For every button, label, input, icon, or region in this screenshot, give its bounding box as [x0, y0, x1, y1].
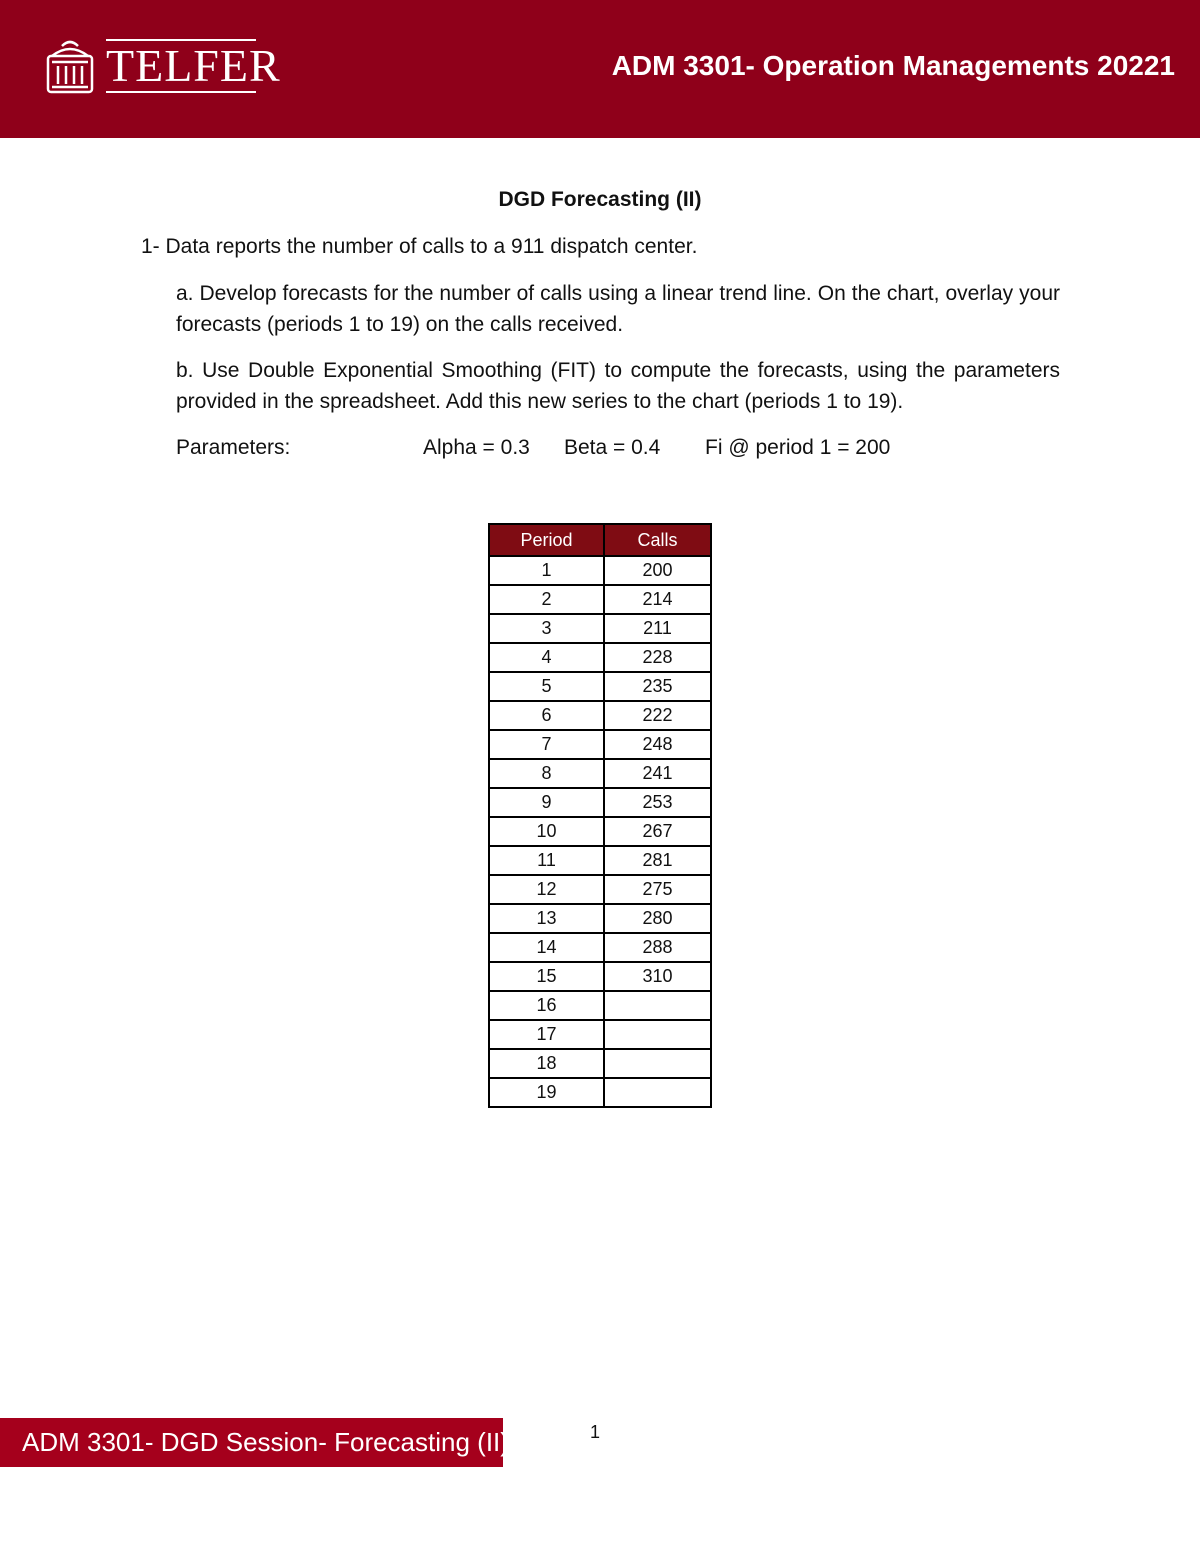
- calls-cell: 280: [604, 904, 711, 933]
- period-cell: 14: [489, 933, 604, 962]
- university-building-icon: [44, 36, 96, 96]
- calls-cell: [604, 1078, 711, 1107]
- period-cell: 13: [489, 904, 604, 933]
- calls-cell: 241: [604, 759, 711, 788]
- table-row: [489, 788, 711, 817]
- period-cell: 1: [489, 556, 604, 585]
- footer-session-label: ADM 3301- DGD Session- Forecasting (II): [0, 1418, 503, 1467]
- calls-table: [488, 523, 712, 1108]
- table-row: [489, 556, 711, 585]
- calls-cell: [604, 991, 711, 1020]
- calls-cell: 310: [604, 962, 711, 991]
- table-row: [489, 962, 711, 991]
- calls-cell: 275: [604, 875, 711, 904]
- page-number: 1: [590, 1422, 601, 1442]
- alpha-parameter: Alpha = 0.3: [423, 436, 530, 459]
- period-cell: 2: [489, 585, 604, 614]
- question-1b: b. Use Double Exponential Smoothing (FIT) to compute the forecasts, using the parameters provided in the spreadsheet. Add this new series to the chart (periods 1 to 19).: [176, 359, 1060, 413]
- period-cell: 10: [489, 817, 604, 846]
- period-cell: 16: [489, 991, 604, 1020]
- calls-cell: 200: [604, 556, 711, 585]
- table-row: [489, 846, 711, 875]
- period-cell: 9: [489, 788, 604, 817]
- calls-column-header: Calls: [604, 524, 711, 556]
- calls-cell: [604, 1020, 711, 1049]
- table-row: [489, 672, 711, 701]
- table-row: [489, 1049, 711, 1078]
- beta-parameter: Beta = 0.4: [564, 436, 661, 459]
- calls-cell: 222: [604, 701, 711, 730]
- table-row: [489, 817, 711, 846]
- question-1: 1- Data reports the number of calls to a 911 dispatch center.: [141, 235, 698, 258]
- period-cell: 7: [489, 730, 604, 759]
- parameters-label: Parameters:: [176, 436, 291, 459]
- table-row: [489, 933, 711, 962]
- calls-cell: 288: [604, 933, 711, 962]
- period-cell: 18: [489, 1049, 604, 1078]
- period-cell: 8: [489, 759, 604, 788]
- calls-cell: [604, 1049, 711, 1078]
- course-title: ADM 3301- Operation Managements 20221: [611, 50, 1175, 81]
- logo-bottom-rule: [106, 91, 256, 93]
- table-row: [489, 759, 711, 788]
- period-cell: 12: [489, 875, 604, 904]
- question-1a: a. Develop forecasts for the number of calls using a linear trend line. On the chart, overlay your forecasts (periods 1 to 19) on the calls received.: [176, 282, 1060, 336]
- calls-cell: 228: [604, 643, 711, 672]
- calls-cell: 281: [604, 846, 711, 875]
- calls-cell: 214: [604, 585, 711, 614]
- calls-cell: 211: [604, 614, 711, 643]
- table-row: [489, 585, 711, 614]
- period-cell: 5: [489, 672, 604, 701]
- period-cell: 11: [489, 846, 604, 875]
- calls-cell: 248: [604, 730, 711, 759]
- calls-cell: 267: [604, 817, 711, 846]
- table-row: [489, 875, 711, 904]
- table-row: [489, 730, 711, 759]
- period-cell: 17: [489, 1020, 604, 1049]
- period-cell: 4: [489, 643, 604, 672]
- calls-cell: 235: [604, 672, 711, 701]
- table-row: [489, 614, 711, 643]
- table-row: [489, 904, 711, 933]
- logo-wordmark: TELFER: [106, 40, 281, 91]
- table-body: [489, 556, 711, 1107]
- period-cell: 19: [489, 1078, 604, 1107]
- page-header: [0, 0, 1200, 138]
- table-row: [489, 1020, 711, 1049]
- period-cell: 6: [489, 701, 604, 730]
- table-row: [489, 643, 711, 672]
- table-row: [489, 1078, 711, 1107]
- calls-cell: 253: [604, 788, 711, 817]
- table-row: [489, 991, 711, 1020]
- period-cell: 15: [489, 962, 604, 991]
- fi-parameter: Fi @ period 1 = 200: [705, 436, 891, 459]
- telfer-logo: [44, 36, 281, 96]
- period-column-header: Period: [489, 524, 604, 556]
- document-title: DGD Forecasting (II): [498, 188, 702, 211]
- table-header-row: [489, 524, 711, 556]
- period-cell: 3: [489, 614, 604, 643]
- table-row: [489, 701, 711, 730]
